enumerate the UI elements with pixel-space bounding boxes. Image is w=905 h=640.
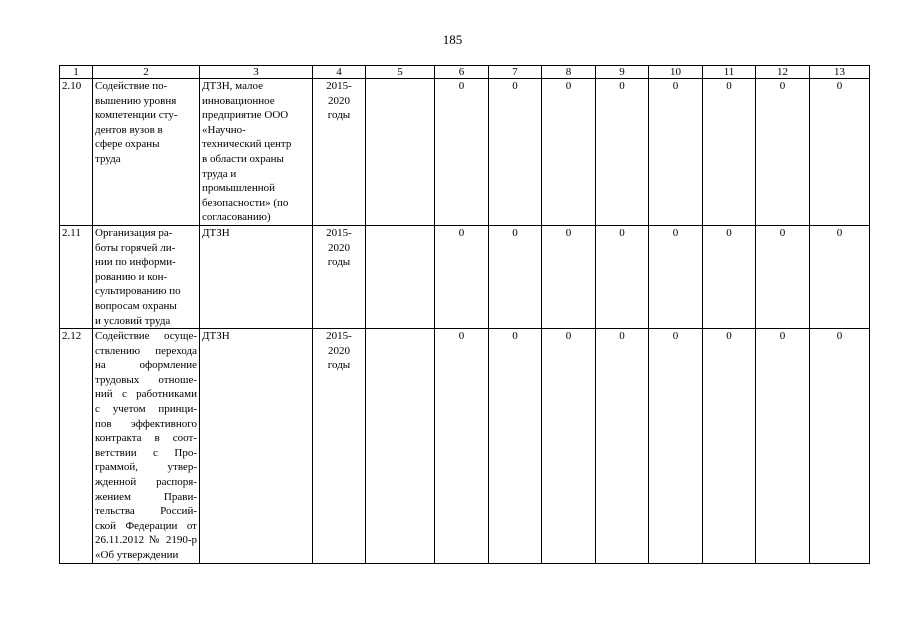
measure-name [93,79,200,226]
column-number-10: 10 [649,66,703,79]
measure-name-line: сультированию по [95,285,181,298]
measure-name-line: рованию и кон- [95,270,168,283]
measure-name-line: ствлению перехода [95,344,197,357]
column-number-9: 9 [596,66,649,79]
row-number: 2.10 [60,79,93,226]
column-5-cell [366,225,435,328]
executor-line: согласованию) [202,211,271,224]
executor [200,79,313,226]
table-row [60,225,870,328]
measure-name-line: Содействие осуще- [95,330,197,343]
measure-name-line: 26.11.2012 № 2190-р [95,534,197,547]
measure-name-line: пов эффективного [95,417,197,430]
page-number: 185 [442,32,463,47]
measure-name-line: «Об утверждении [95,549,179,561]
value-cell: 0 [489,225,542,328]
executor-line: промышленной [202,182,276,195]
table-row [60,329,870,564]
measure-name-line: контракта в соот- [95,432,197,445]
column-number-11: 11 [703,66,756,79]
measure-name-line: вышению уровня [95,94,177,107]
measure-name-line: Организация ра- [95,226,173,239]
executor-line: ДТЗН, малое [202,80,264,92]
column-number-2: 2 [93,66,200,79]
measure-name-line: граммой, утвер- [95,461,197,474]
value-cell: 0 [596,225,649,328]
period-line: 2015- [326,330,352,343]
column-number-12: 12 [756,66,810,79]
value-cell: 0 [649,79,703,226]
value-cell: 0 [542,225,596,328]
value-cell: 0 [756,225,810,328]
measure-name [93,329,200,564]
measure-name [93,225,200,328]
measure-name-line: компетенции сту- [95,109,178,122]
value-cell: 0 [542,329,596,564]
measure-name-line: и условий труда [95,314,171,327]
column-number-5: 5 [366,66,435,79]
value-cell: 0 [649,225,703,328]
value-cell: 0 [756,79,810,226]
value-cell: 0 [489,79,542,226]
measure-name-line: жденной распоря- [95,476,197,489]
executor-line: безопасности» (по [202,196,289,209]
period-line: 2020 [328,344,350,357]
column-5-cell [366,329,435,564]
executor [200,225,313,328]
measure-name-line: нии по информи- [95,256,176,269]
period-line: 2015- [326,80,352,92]
column-number-row [60,66,870,79]
measure-name-line: ской Федерации от [95,519,197,532]
row-number: 2.12 [60,329,93,564]
value-cell: 0 [810,329,870,564]
value-cell: 0 [703,329,756,564]
value-cell: 0 [542,79,596,226]
column-5-cell [366,79,435,226]
value-cell: 0 [435,329,489,564]
period-line: годы [327,109,351,122]
measure-name-line: ветствии с Про- [95,446,197,459]
table-row [60,79,870,226]
measure-name-line: с учетом принци- [95,403,197,416]
executor [200,329,313,564]
value-cell: 0 [596,329,649,564]
measure-name-line: трудовых отноше- [95,373,197,386]
measure-name-line: боты горячей ли- [95,241,176,254]
column-number-6: 6 [435,66,489,79]
executor-line: предприятие ООО [202,109,289,122]
measure-name-line: дентов вузов в [95,123,163,136]
value-cell: 0 [810,225,870,328]
period-line: годы [327,359,351,372]
period-line: годы [327,256,351,269]
value-cell: 0 [756,329,810,564]
row-number: 2.11 [60,225,93,328]
period-line: 2020 [328,241,350,254]
column-number-4: 4 [313,66,366,79]
measure-name-line: ний с работниками [95,388,197,401]
measure-name-line: вопросам охраны [95,299,177,312]
measure-name-line: сфере охраны [95,138,160,151]
column-number-13: 13 [810,66,870,79]
measure-name-line: Содействие по- [95,80,168,92]
value-cell: 0 [596,79,649,226]
period [313,79,366,226]
column-number-3: 3 [200,66,313,79]
executor-line: ДТЗН [202,226,230,239]
executor-line: технический центр [202,138,292,151]
measure-name-line: на оформление [95,359,197,372]
value-cell: 0 [435,225,489,328]
value-cell: 0 [703,79,756,226]
column-number-1: 1 [60,66,93,79]
measure-name-line: жением Прави- [95,490,197,503]
executor-line: «Научно- [202,123,246,136]
measure-name-line: труда [95,152,121,165]
column-number-7: 7 [489,66,542,79]
executor-line: инновационное [202,94,275,107]
period [313,329,366,564]
value-cell: 0 [435,79,489,226]
executor-line: труда и [202,167,237,180]
value-cell: 0 [489,329,542,564]
value-cell: 0 [649,329,703,564]
period-line: 2015- [326,226,352,239]
value-cell: 0 [703,225,756,328]
period [313,225,366,328]
period-line: 2020 [328,94,350,107]
column-number-8: 8 [542,66,596,79]
executor-line: в области охраны [202,152,284,165]
value-cell: 0 [810,79,870,226]
measure-name-line: тельства Россий- [95,505,197,518]
executor-line: ДТЗН [202,330,230,343]
program-table [59,65,870,564]
